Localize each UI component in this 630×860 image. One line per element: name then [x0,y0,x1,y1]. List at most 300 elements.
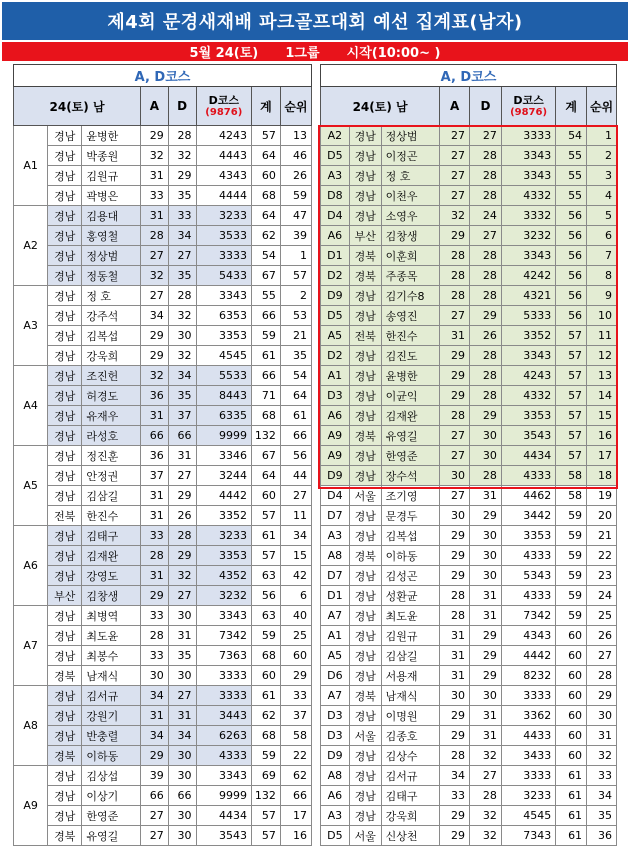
hole-code: D8 [321,186,350,206]
score-dcourse: 7342 [501,606,555,626]
score-total: 58 [556,486,587,506]
score-d: 30 [470,566,502,586]
rank: 12 [587,346,617,366]
score-d: 29 [168,546,196,566]
rank: 4 [587,186,617,206]
table-row [14,626,312,646]
score-a: 30 [141,666,169,686]
group-label: A8 [14,686,48,766]
score-a: 32 [141,266,169,286]
score-total: 61 [252,346,281,366]
score-a: 29 [141,326,169,346]
hole-code: A1 [321,366,350,386]
rank: 35 [587,806,617,826]
rank: 6 [587,226,617,246]
player-name: 김원규 [381,626,440,646]
score-dcourse: 6335 [196,406,252,426]
hole-code: D1 [321,246,350,266]
score-dcourse: 3352 [501,326,555,346]
score-a: 31 [141,486,169,506]
table-row [321,306,617,326]
hole-code: D6 [321,666,350,686]
header-a: A [440,87,470,126]
player-name: 김태구 [82,526,141,546]
right-header-row [321,87,617,126]
player-region: 경남 [48,686,82,706]
player-region: 경남 [349,506,381,526]
score-dcourse: 4333 [501,586,555,606]
player-name: 강원기 [82,706,141,726]
player-region: 경남 [48,206,82,226]
player-region: 경남 [48,446,82,466]
rank: 21 [587,526,617,546]
table-row [14,306,312,326]
player-name: 라성호 [82,426,141,446]
player-region: 부산 [48,586,82,606]
hole-code: D2 [321,346,350,366]
score-d: 29 [470,646,502,666]
table-row [14,646,312,666]
score-a: 28 [440,746,470,766]
player-region: 경남 [48,486,82,506]
rank: 47 [280,206,311,226]
score-d: 30 [168,826,196,846]
player-name: 강욱희 [381,806,440,826]
player-name: 송영진 [381,306,440,326]
player-region: 경북 [48,746,82,766]
score-a: 39 [141,766,169,786]
rank: 16 [587,426,617,446]
score-a: 29 [440,566,470,586]
score-a: 37 [141,466,169,486]
player-region: 경남 [349,586,381,606]
player-name: 김삼길 [82,486,141,506]
score-dcourse: 4243 [501,366,555,386]
table-row [321,126,617,146]
table-row [14,406,312,426]
hole-code: D7 [321,506,350,526]
table-row [14,166,312,186]
table-row [321,206,617,226]
score-d: 27 [470,126,502,146]
score-total: 61 [556,786,587,806]
score-d: 29 [470,626,502,646]
player-name: 김창생 [82,586,141,606]
score-total: 59 [556,606,587,626]
score-dcourse: 3353 [196,326,252,346]
player-name: 최병역 [82,606,141,626]
header-total: 계 [252,87,281,126]
score-dcourse: 3343 [501,166,555,186]
rank: 18 [587,466,617,486]
table-row [14,286,312,306]
score-d: 30 [168,806,196,826]
score-a: 27 [440,426,470,446]
score-total: 64 [252,206,281,226]
score-total: 64 [252,466,281,486]
right-table-panel [320,64,617,846]
score-d: 32 [168,566,196,586]
table-row [14,506,312,526]
player-region: 경남 [349,526,381,546]
player-region: 경남 [349,286,381,306]
player-name: 한진수 [381,326,440,346]
score-a: 27 [440,486,470,506]
player-region: 경남 [48,306,82,326]
score-total: 55 [556,146,587,166]
score-d: 35 [168,386,196,406]
rank: 19 [587,486,617,506]
score-d: 33 [168,206,196,226]
player-region: 경남 [349,806,381,826]
score-total: 59 [556,506,587,526]
score-d: 31 [168,446,196,466]
score-a: 28 [141,546,169,566]
header-dcourse [196,87,252,126]
score-d: 28 [168,526,196,546]
player-region: 경남 [349,346,381,366]
player-region: 경남 [48,326,82,346]
table-row [321,486,617,506]
score-total: 57 [556,346,587,366]
hole-code: A8 [321,546,350,566]
score-d: 27 [168,246,196,266]
rank: 17 [587,446,617,466]
score-a: 29 [440,226,470,246]
table-row [14,366,312,386]
score-a: 31 [141,166,169,186]
player-region: 경남 [48,526,82,546]
player-name: 정상범 [381,126,440,146]
player-name: 김재완 [381,406,440,426]
score-dcourse: 4462 [501,486,555,506]
rank: 29 [587,686,617,706]
score-dcourse: 4442 [196,486,252,506]
header-d: D [470,87,502,126]
table-row [321,746,617,766]
rank: 16 [280,826,311,846]
hole-code: D4 [321,486,350,506]
table-row [14,186,312,206]
score-d: 31 [470,486,502,506]
score-a: 28 [141,226,169,246]
score-dcourse: 4243 [196,126,252,146]
player-name: 곽병은 [82,186,141,206]
score-d: 31 [470,606,502,626]
player-region: 경남 [349,446,381,466]
player-name: 이균익 [381,386,440,406]
header-dcourse [501,87,555,126]
rank: 26 [587,626,617,646]
score-d: 29 [470,506,502,526]
rank: 59 [280,186,311,206]
score-a: 27 [141,826,169,846]
rank: 60 [280,646,311,666]
table-row [321,786,617,806]
table-row [321,546,617,566]
player-name: 윤병한 [381,366,440,386]
score-a: 31 [440,666,470,686]
player-name: 장수석 [381,466,440,486]
rank: 17 [280,806,311,826]
score-dcourse: 4333 [501,466,555,486]
rank: 3 [587,166,617,186]
player-name: 문경두 [381,506,440,526]
score-a: 28 [440,286,470,306]
player-region: 경남 [349,786,381,806]
score-total: 67 [252,266,281,286]
score-dcourse: 3232 [501,226,555,246]
score-a: 28 [141,626,169,646]
rank: 33 [280,686,311,706]
rank: 62 [280,766,311,786]
header-title: 24(토) 남 [14,87,141,126]
rank: 1 [587,126,617,146]
table-row [14,766,312,786]
player-region: 전북 [48,506,82,526]
score-total: 59 [556,566,587,586]
score-dcourse: 3333 [196,666,252,686]
score-a: 31 [141,706,169,726]
player-region: 경남 [349,406,381,426]
score-dcourse: 3333 [501,126,555,146]
score-dcourse: 3352 [196,506,252,526]
table-row [321,626,617,646]
score-a: 29 [141,126,169,146]
score-total: 132 [252,426,281,446]
hole-code: D3 [321,706,350,726]
score-d: 29 [168,166,196,186]
score-a: 29 [440,546,470,566]
rank: 27 [587,646,617,666]
score-a: 31 [440,626,470,646]
hole-code: A8 [321,766,350,786]
player-region: 경남 [48,186,82,206]
hole-code: D9 [321,746,350,766]
score-d: 31 [470,706,502,726]
player-name: 홍영철 [82,226,141,246]
score-total: 61 [252,526,281,546]
rank: 39 [280,226,311,246]
player-name: 한영준 [381,446,440,466]
table-row [14,446,312,466]
score-dcourse: 3332 [501,206,555,226]
player-region: 경남 [349,166,381,186]
left-table-panel [13,64,312,846]
rank: 24 [587,586,617,606]
score-dcourse: 3333 [501,766,555,786]
score-dcourse: 4444 [196,186,252,206]
score-d: 27 [168,586,196,606]
player-region: 경북 [48,666,82,686]
left-header-row [14,87,312,126]
player-region: 경북 [349,686,381,706]
player-region: 경남 [48,226,82,246]
score-total: 56 [556,286,587,306]
rank: 34 [280,526,311,546]
score-total: 59 [556,526,587,546]
score-dcourse: 3232 [196,586,252,606]
score-total: 58 [556,466,587,486]
score-a: 29 [440,706,470,726]
hole-code: D1 [321,586,350,606]
hole-code: D5 [321,826,350,846]
hole-code: D4 [321,206,350,226]
player-name: 김서규 [82,686,141,706]
score-dcourse: 4343 [501,626,555,646]
table-row [14,126,312,146]
player-region: 서울 [349,486,381,506]
hole-code: A9 [321,446,350,466]
player-region: 경남 [48,386,82,406]
player-region: 경남 [48,406,82,426]
score-d: 30 [168,326,196,346]
rank: 28 [587,666,617,686]
score-a: 30 [440,506,470,526]
player-region: 경남 [48,806,82,826]
player-name: 유영길 [82,826,141,846]
rank: 15 [587,406,617,426]
player-name: 김복섭 [82,326,141,346]
table-row [321,586,617,606]
score-dcourse: 8232 [501,666,555,686]
table-row [321,186,617,206]
score-a: 31 [141,566,169,586]
rank: 13 [280,126,311,146]
player-name: 김원규 [82,166,141,186]
score-dcourse: 7342 [196,626,252,646]
score-a: 28 [440,246,470,266]
score-d: 32 [470,826,502,846]
score-total: 57 [252,826,281,846]
table-row [321,426,617,446]
score-dcourse: 4434 [501,446,555,466]
score-dcourse: 4332 [501,386,555,406]
player-region: 경남 [48,426,82,446]
score-total: 57 [252,506,281,526]
score-d: 66 [168,786,196,806]
player-name: 이하동 [82,746,141,766]
score-total: 60 [252,486,281,506]
score-d: 28 [470,286,502,306]
score-total: 56 [556,246,587,266]
player-region: 경남 [349,566,381,586]
score-d: 26 [168,506,196,526]
right-caption: A, D코스 [321,65,617,87]
score-a: 28 [440,266,470,286]
hole-code: D9 [321,466,350,486]
score-d: 28 [470,186,502,206]
score-dcourse: 5533 [196,366,252,386]
score-a: 28 [440,586,470,606]
score-total: 54 [556,126,587,146]
player-name: 이명원 [381,706,440,726]
score-a: 27 [440,146,470,166]
player-name: 반충렬 [82,726,141,746]
score-d: 28 [470,346,502,366]
score-d: 32 [470,806,502,826]
score-a: 34 [141,686,169,706]
score-dcourse: 3362 [501,706,555,726]
table-row [14,346,312,366]
hole-code: D7 [321,566,350,586]
header-title: 24(토) 남 [321,87,440,126]
score-a: 34 [141,726,169,746]
score-d: 28 [470,246,502,266]
score-d: 30 [470,426,502,446]
score-d: 26 [470,326,502,346]
player-name: 이하동 [381,546,440,566]
score-dcourse: 4332 [501,186,555,206]
table-row [14,786,312,806]
score-a: 66 [141,426,169,446]
player-name: 김상수 [381,746,440,766]
player-region: 경북 [349,246,381,266]
player-region: 경남 [48,786,82,806]
score-total: 60 [556,686,587,706]
player-name: 한영준 [82,806,141,826]
score-d: 34 [168,366,196,386]
score-a: 30 [440,686,470,706]
table-row [321,286,617,306]
score-d: 31 [470,586,502,606]
table-row [14,606,312,626]
rank: 22 [280,746,311,766]
score-d: 30 [168,746,196,766]
player-name: 강욱희 [82,346,141,366]
player-name: 주종목 [381,266,440,286]
table-row [14,326,312,346]
score-dcourse: 3343 [501,246,555,266]
player-region: 경북 [48,826,82,846]
score-d: 29 [470,406,502,426]
rank: 15 [280,546,311,566]
rank: 44 [280,466,311,486]
score-total: 54 [252,246,281,266]
rank: 57 [280,266,311,286]
score-a: 29 [141,346,169,366]
score-total: 66 [252,306,281,326]
rank: 30 [587,706,617,726]
rank: 14 [587,386,617,406]
table-row [14,826,312,846]
score-total: 61 [556,806,587,826]
score-a: 29 [440,366,470,386]
score-d: 32 [168,346,196,366]
score-a: 27 [440,306,470,326]
player-region: 경남 [48,546,82,566]
score-d: 32 [470,746,502,766]
hole-code: A7 [321,686,350,706]
score-dcourse: 3343 [196,766,252,786]
score-d: 30 [470,526,502,546]
rank: 66 [280,786,311,806]
score-dcourse: 3353 [501,406,555,426]
table-row [321,326,617,346]
score-total: 60 [556,666,587,686]
table-row [321,346,617,366]
table-row [321,646,617,666]
score-dcourse: 3233 [501,786,555,806]
rank: 64 [280,386,311,406]
hole-code: A9 [321,426,350,446]
rank: 35 [280,346,311,366]
score-dcourse: 4333 [501,546,555,566]
hole-code: A6 [321,786,350,806]
score-dcourse: 3353 [196,546,252,566]
score-dcourse: 4321 [501,286,555,306]
table-row [14,226,312,246]
